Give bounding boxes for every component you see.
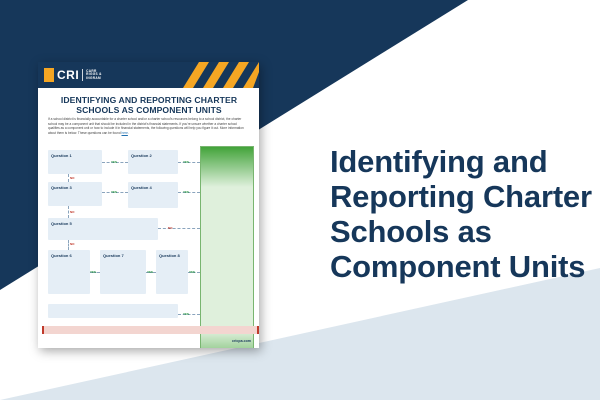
connector-line	[68, 240, 69, 250]
yes-label: YES	[183, 160, 190, 164]
headline	[330, 144, 592, 284]
question-box	[156, 250, 188, 294]
question-title: Question 8	[159, 253, 180, 258]
yes-label: YES	[90, 270, 97, 274]
header-stripes-graphic	[169, 62, 259, 88]
question-title: Question 2	[131, 153, 152, 158]
document-title-line: IDENTIFYING AND REPORTING CHARTER	[60, 95, 238, 105]
document-header	[38, 62, 259, 88]
intro-link[interactable]: here	[121, 130, 128, 135]
question-box	[100, 250, 146, 294]
question-box	[128, 150, 178, 174]
headline-line: Identifying and	[330, 144, 548, 179]
headline-line: Component Units	[330, 249, 586, 284]
question-title: Question 7	[103, 253, 124, 258]
result-gradient-top	[201, 147, 253, 187]
headline-line: Schools as	[330, 214, 492, 249]
headline-line: Reporting Charter	[330, 179, 592, 214]
logo-text: CRI	[57, 68, 80, 82]
question-box	[48, 182, 102, 206]
question-title: Question 3	[51, 185, 72, 190]
question-box	[128, 182, 178, 208]
yes-label: YES	[111, 160, 118, 164]
question-box	[48, 250, 90, 294]
component-unit-result	[200, 146, 254, 348]
intro-text: If a school district is financially accountable for a charter school and/or a charter school's resources belong to a school district, the charter school may be a component unit that should be included in the district's financial statements. If you're unsure whether a charter school qualifies as a component unit or how to include it in financial statements, the following questions will help you figure it out. More information about them is below. These questions can be found	[48, 117, 244, 135]
document-thumbnail	[38, 62, 259, 348]
document-title	[52, 95, 246, 115]
document-footer: cricpa.com	[232, 339, 251, 343]
logo-subtext-line: CARR	[86, 68, 97, 73]
no-label: NO	[70, 242, 75, 246]
misleading-question-box	[48, 304, 178, 318]
logo-divider	[82, 69, 83, 81]
no-label: NO	[70, 176, 75, 180]
connector-line	[68, 206, 69, 218]
logo-subtext	[86, 70, 102, 81]
question-title: Question 4	[131, 185, 152, 190]
question-box	[48, 150, 102, 174]
not-component-unit-result	[42, 326, 259, 334]
yes-label: YES	[111, 190, 118, 194]
no-label: NO	[70, 210, 75, 214]
cri-logo	[44, 67, 102, 83]
no-label: NO	[168, 226, 173, 230]
yes-label: YES	[183, 312, 190, 316]
yes-label: YES	[147, 270, 154, 274]
question-title: Question 1	[51, 153, 72, 158]
logo-subtext-line: INGRAM	[86, 75, 101, 80]
document-intro: If a school district is financially accountable for a charter school and/or a charter school's resources belong to a school district, the charter school may be a component unit that should be included in the district's financial statements. If you're unsure whether a charter school qualifies as a component unit or how to include it in financial statements, the following questions will help you figure it out. More information about them is below. These questions can be found here.	[48, 117, 244, 135]
connector-line	[68, 174, 69, 182]
question-title: Question 5	[51, 221, 72, 226]
logo-mark-icon	[44, 68, 54, 82]
question-title: Question 6	[51, 253, 72, 258]
logo-subtext-line: RIGGS &	[86, 72, 102, 77]
document-title-line: SCHOOLS AS COMPONENT UNITS	[76, 105, 222, 115]
yes-label: YES	[189, 270, 196, 274]
question-box	[48, 218, 158, 240]
connector-line	[158, 228, 200, 229]
yes-label: YES	[183, 190, 190, 194]
